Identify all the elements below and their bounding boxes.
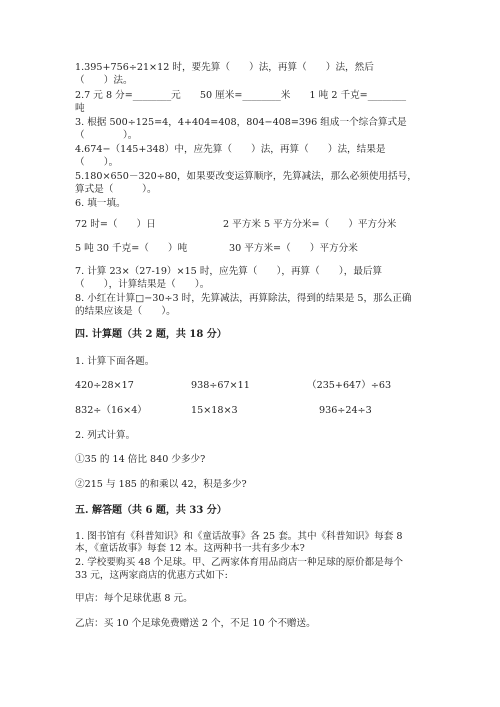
calc-1-1: 420÷28×17	[75, 380, 134, 391]
q7-line-1: 7. 计算 23×（27-19）×15 时，应先算（ ），再算（ ），最后算	[75, 266, 383, 277]
s5-q1-line-2: 本，《童话故事》每套 12 本。这两种书一共有多少本?	[75, 543, 305, 554]
q5-line-2: 算式是（ ）。	[75, 184, 157, 195]
section5-title: 五. 解答题（共 6 题，共 33 分）	[75, 505, 227, 516]
section4-q2: 2. 列式计算。	[75, 430, 136, 441]
calc-2-1: 832÷（16×4）	[75, 405, 147, 416]
q6-row2-left: 5 吨 30 千克=（ ）吨	[75, 243, 188, 254]
s5-q1-line-1: 1. 图书馆有《科普知识》和《童话故事》各 25 套。其中《科普知识》每套 8	[75, 531, 403, 542]
q7-line-2: （ ），计算结果是（ ）。	[75, 279, 210, 290]
q6-row1-right: 2 平方米 5 平方分米=（ ）平方分米	[223, 219, 397, 230]
q3-line-1: 3. 根据 500÷125=4，4+404=408，804−408=396 组成一个综合算式是	[75, 117, 407, 128]
q6-row1-left: 72 时=（ ）日	[75, 219, 156, 230]
section4-q1: 1. 计算下面各题。	[75, 356, 155, 367]
shop-b-offer: 乙店：买 10 个足球免费赠送 2 个，不足 10 个不赠送。	[75, 618, 316, 629]
calc-1-2: 938÷67×11	[191, 380, 250, 391]
calc-2-2: 15×18×3	[191, 405, 238, 416]
q4-line-1: 4.674−（145+348）中，应先算（ ）法，再算（ ）法，结果是	[75, 144, 386, 155]
q6-row2-right: 30 平方米=（ ）平方分米	[229, 243, 358, 254]
calc-2-3: 936÷24÷3	[319, 405, 372, 416]
list-calc-item-2: ②215 与 185 的和乘以 42，积是多少?	[75, 479, 247, 490]
q5-line-1: 5.180×650－320÷80，如果要改变运算顺序，先算减法，那么必须使用括号，	[75, 171, 417, 182]
q4-line-2: （ ）。	[75, 157, 119, 168]
s5-q2-line-1: 2. 学校要购买 48 个足球。甲、乙两家体育用品商店一种足球的原价都是每个	[75, 557, 403, 568]
shop-a-offer: 甲店：每个足球优惠 8 元。	[75, 593, 193, 604]
q1-line-2: （ ）法。	[75, 75, 133, 86]
q2-line-1: 2.7 元 8 分=________元 50 厘米=________米 1 吨 2 千克=________	[75, 90, 407, 101]
section4-title: 四. 计算题（共 2 题，共 18 分）	[75, 329, 227, 340]
q2-line-2: 吨	[75, 103, 85, 114]
s5-q2-line-2: 33 元，这两家商店的优惠方式如下:	[75, 570, 228, 581]
list-calc-item-1: ①35 的 14 倍比 840 少多少?	[75, 454, 206, 465]
q3-line-2: （ ）。	[75, 130, 138, 141]
q8-line-2: 的结果应该是（ ）。	[75, 306, 176, 317]
q6-title: 6. 填一填。	[75, 198, 126, 209]
q1-line-1: 1.395+756÷21×12 时，要先算（ ）法，再算（ ）法，然后	[75, 62, 374, 73]
calc-1-3: （235+647）÷63	[307, 380, 392, 391]
q8-line-1: 8. 小红在计算□−30÷3 时，先算减法，再算除法，得到的结果是 5，那么正确	[75, 293, 412, 304]
